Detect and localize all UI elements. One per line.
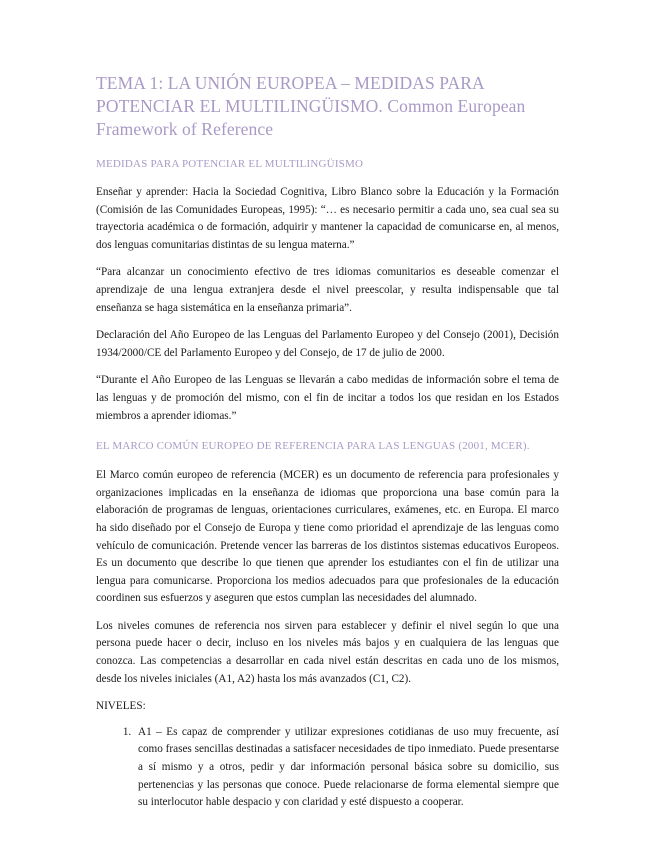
section-heading-mcer: EL MARCO COMÚN EUROPEO DE REFERENCIA PARA LAS LENGUAS (2001, MCER). (96, 440, 530, 453)
paragraph-white-paper: Enseñar y aprender: Hacia la Sociedad Cognitiva, Libro Blanco sobre la Educación y la Formación (Comisión de las Comunidades Europeas, 1995): “… es necesario permitir a cada uno, sea cual sea su trayectoria académica o de formación, adquirir y mantener la capacidad de comunicarse en, al menos, dos lenguas comunitarias distintas de su lengua materna.” (96, 186, 559, 251)
levels-list (96, 724, 559, 812)
paragraph-quote-year-of-languages: “Durante el Año Europeo de las Lenguas se llevarán a cabo medidas de información sobre el tema de las lenguas y de promoción del mismo, con el fin de incitar a todos los que residan en los Estados miembros a aprender idiomas.” (96, 374, 559, 422)
paragraph-common-levels: Los niveles comunes de referencia nos sirven para establecer y definir el nivel según lo que una persona puede hacer o decir, incluso en los niveles más bajos y en cualquiera de las lenguas que conozca. Las competencias a desarrollar en cada nivel están descritas en cada uno de los mismos, desde los niveles iniciales (A1, A2) hasta los más avanzados (C1, C2). (96, 619, 559, 685)
levels-label: NIVELES: (96, 700, 146, 713)
paragraph-mcer-description: El Marco común europeo de referencia (MCER) es un documento de referencia para profesionales y organizaciones implicadas en la enseñanza de idiomas que proporciona una base común para la elaboración de programas de lenguas, orientaciones curriculares, exámenes, etc. en Europa. El marco ha sido diseñado por el Consejo de Europa y tiene como prioridad el aprendizaje de las lenguas como vehículo de comunicación. Pretende vencer las barreras de los distintos sistemas educativos Europeos. Es un documento que describe lo que tienen que aprender los estudiantes con el fin de utilizar una lengua para comunicarse. Proporciona los medios adecuados para que profesionales de la educación coordinen sus esfuerzos y aseguren que estos cumplan las necesidades del alumnado. (96, 469, 559, 605)
document-title: TEMA 1: LA UNIÓN EUROPEA – MEDIDAS PARA POTENCIAR EL MULTILINGÜISMO. Common European Framework of Reference (96, 73, 526, 139)
paragraph-declaration: Declaración del Año Europeo de las Lenguas del Parlamento Europeo y del Consejo (2001), Decisión 1934/2000/CE del Parlamento Europeo y del Consejo, de 17 de julio de 2000. (96, 329, 559, 359)
list-item-level-a1: 1. A1 – Es capaz de comprender y utilizar expresiones cotidianas de uso muy frecuente, así como frases sencillas destinadas a satisfacer necesidades de tipo inmediato. Puede presentarse a sí mismo y a otros, pedir y dar información personal básica sobre su domicilio, sus pertenencias y las personas que conoce. Puede relacionarse de forma elemental siempre que su interlocutor hable despacio y con claridad y esté dispuesto a cooperar. (134, 724, 559, 812)
section-heading-multilingualism: MEDIDAS PARA POTENCIAR EL MULTILINGÜISMO (96, 158, 364, 170)
paragraph-quote-three-languages: “Para alcanzar un conocimiento efectivo de tres idiomas comunitarios es deseable comenzar el aprendizaje de una lengua extranjera desde el nivel preescolar, y resulta indispensable que tal enseñanza se haga sistemática en la enseñanza primaria”. (96, 266, 559, 314)
